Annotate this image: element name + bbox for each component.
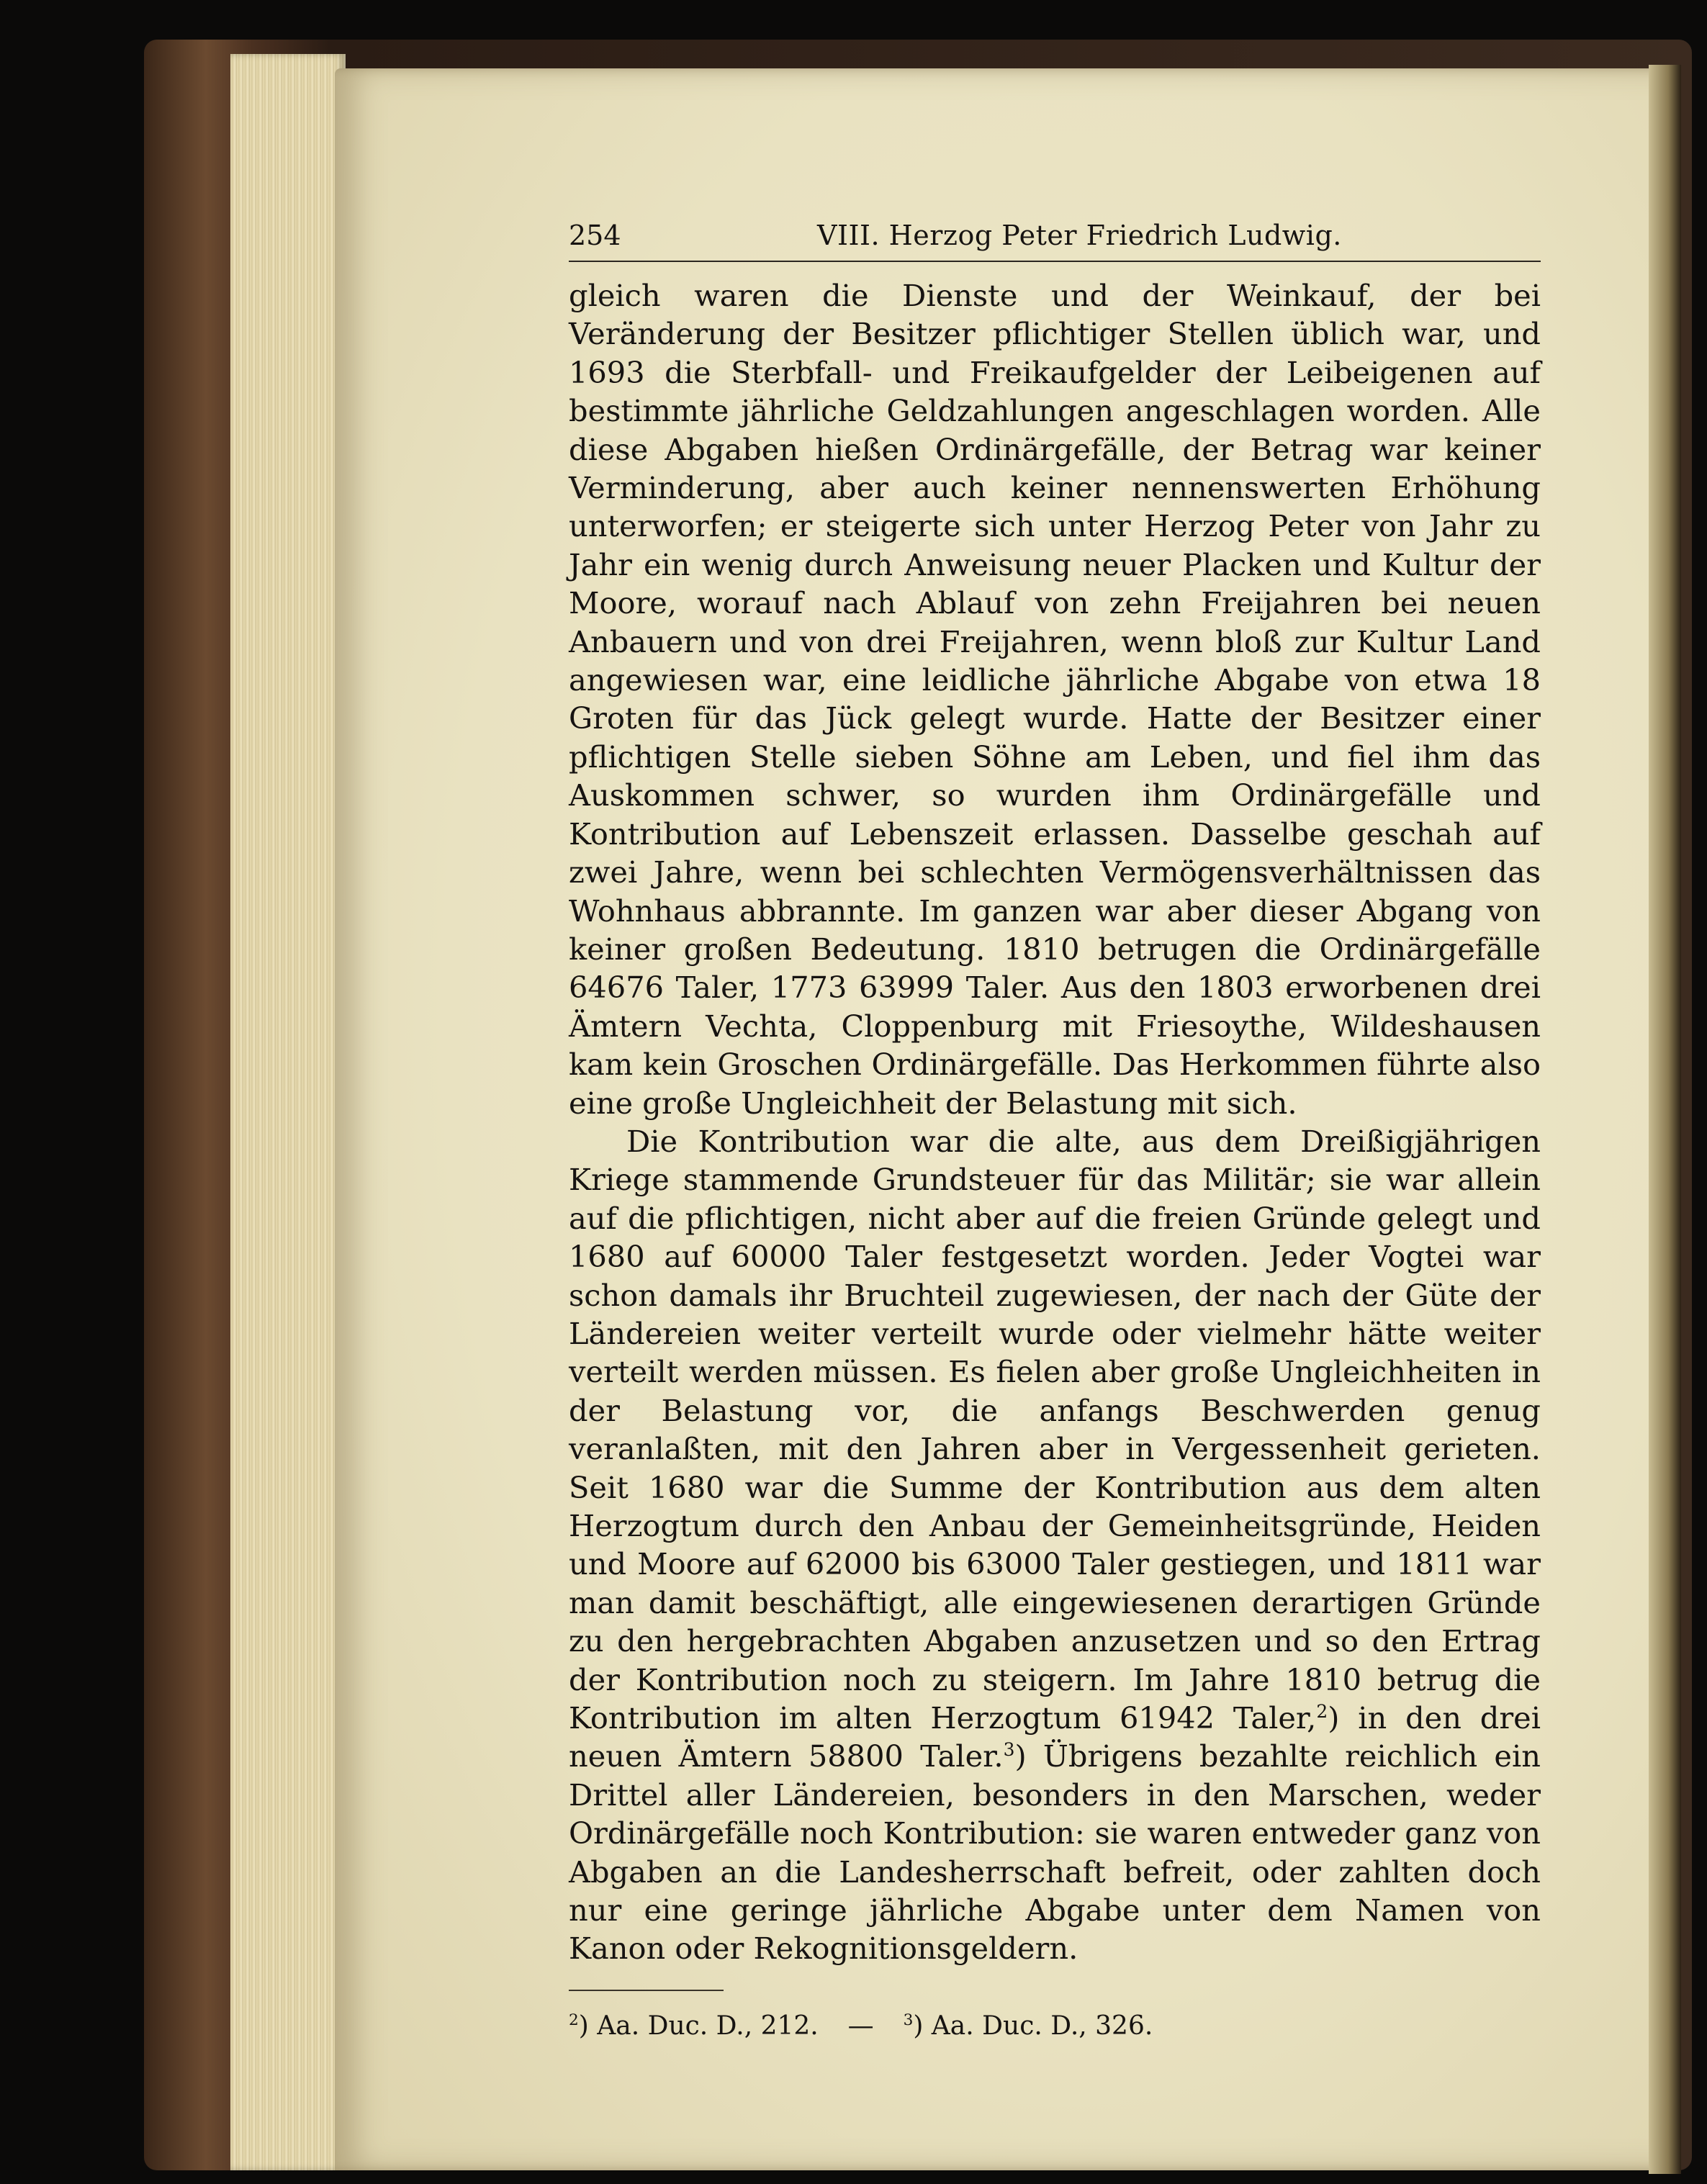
- body-text: [569, 276, 1541, 1968]
- chapter-title: VIII. Herzog Peter Friedrich Ludwig.: [817, 220, 1342, 251]
- footnotes: [569, 2010, 1541, 2043]
- running-head: [569, 210, 1541, 262]
- page-edges: [230, 54, 346, 2170]
- paragraph-2-start: Die Kontribution war die alte, aus dem Dreißigjährigen Kriege stammende Grundsteuer für das Militär; sie war allein auf die pflichtigen, nicht aber auf die freien Gründe gelegt und 1680 auf 60000 Taler festgesetzt worden. Jeder Vogtei war schon damals ihr Bruchteil zugewiesen, der nach der Güte der Ländereien weiter verteilt wurde oder vielmehr hätte weiter verteilt werden müssen. Es fielen aber große Ungleichheiten in der Belastung vor, die anfangs Beschwerden genug veranlaßten, mit den Jahren aber in Vergessenheit gerieten. Seit 1680 war die Summe der Kontribution aus dem alten Herzogtum durch den Anbau der Gemeinheitsgründe, Heiden und Moore auf 62000 bis 63000 Taler gestiegen, und 1811 war man damit beschäftigt, alle eingewiesenen derartigen Gründe zu den hergebrachten Abgaben anzusetzen und so den Ertrag der Kontribution noch zu steigern. Im Jahre 1810 betrug die Kontribution im alten Herzogtum 61942 Taler,: [569, 1123, 1541, 1736]
- paragraph-1: gleich waren die Dienste und der Weinkauf, der bei Veränderung der Besitzer pflichtiger Stellen üblich war, und 1693 die Sterbfall- und Freikaufgelder der Leibeigenen auf bestimmte jährliche Geldzahlungen angeschlagen worden. Alle diese Abgaben hießen Ordinärgefälle, der Betrag war keiner Verminderung, aber auch keiner nennenswerten Erhöhung unterworfen; er steigerte sich unter Herzog Peter von Jahr zu Jahr ein wenig durch Anweisung neuer Placken und Kultur der Moore, worauf nach Ablauf von zehn Freijahren bei neuen Anbauern und von drei Freijahren, wenn bloß zur Kultur Land angewiesen war, eine leidliche jährliche Abgabe von etwa 18 Groten für das Jück gelegt wurde. Hatte der Besitzer einer pflichtigen Stelle sieben Söhne am Leben, und fiel ihm das Auskommen schwer, so wurden ihm Ordinärgefälle und Kontribution auf Lebenszeit erlassen. Dasselbe geschah auf zwei Jahre, wenn bei schlechten Vermögensverhältnissen das Wohnhaus abbrannte. Im ganzen war aber dieser Abgang von keiner großen Bedeutung. 1810 betrugen die Ordinärgefälle 64676 Taler, 1773 63999 Taler. Aus den 1803 erworbenen drei Ämtern Vechta, Cloppenburg mit Friesoythe, Wildeshausen kam kein Groschen Ordinärgefälle. Das Herkommen führte also eine große Ungleichheit der Belastung mit sich.: [569, 278, 1541, 1121]
- text-block: [569, 210, 1541, 2043]
- paragraph-2: [569, 1122, 1541, 1968]
- gutter-shadow: [1649, 65, 1681, 2174]
- footnote-separator: —: [847, 2011, 874, 2041]
- page-number: 254: [569, 220, 621, 251]
- paragraph-2-end: ) Übrigens bezahlte reichlich ein Drittel aller Ländereien, besonders in den Marschen, weder Ordinärgefälle noch Kontribution: sie waren entweder ganz von Abgaben an die Landesherrschaft befreit, oder zahlten doch nur eine geringe jährliche Abgabe unter dem Namen von Kanon oder Rekognitionsgeldern.: [569, 1738, 1541, 1967]
- footnote-2-text: ) Aa. Duc. D., 212.: [578, 2011, 819, 2041]
- footnote-ref-3: 3: [1003, 1739, 1015, 1761]
- footnote-3-mark: 3: [903, 2011, 914, 2029]
- footnote-rule: [569, 1990, 724, 1991]
- footnote-ref-2: 2: [1316, 1701, 1328, 1723]
- paragraph-2-mid: ) in den drei neuen Ämtern 58800 Taler.: [569, 1700, 1541, 1774]
- footnote-3-text: ) Aa. Duc. D., 326.: [913, 2011, 1153, 2041]
- footnote-2-mark: 2: [569, 2011, 579, 2029]
